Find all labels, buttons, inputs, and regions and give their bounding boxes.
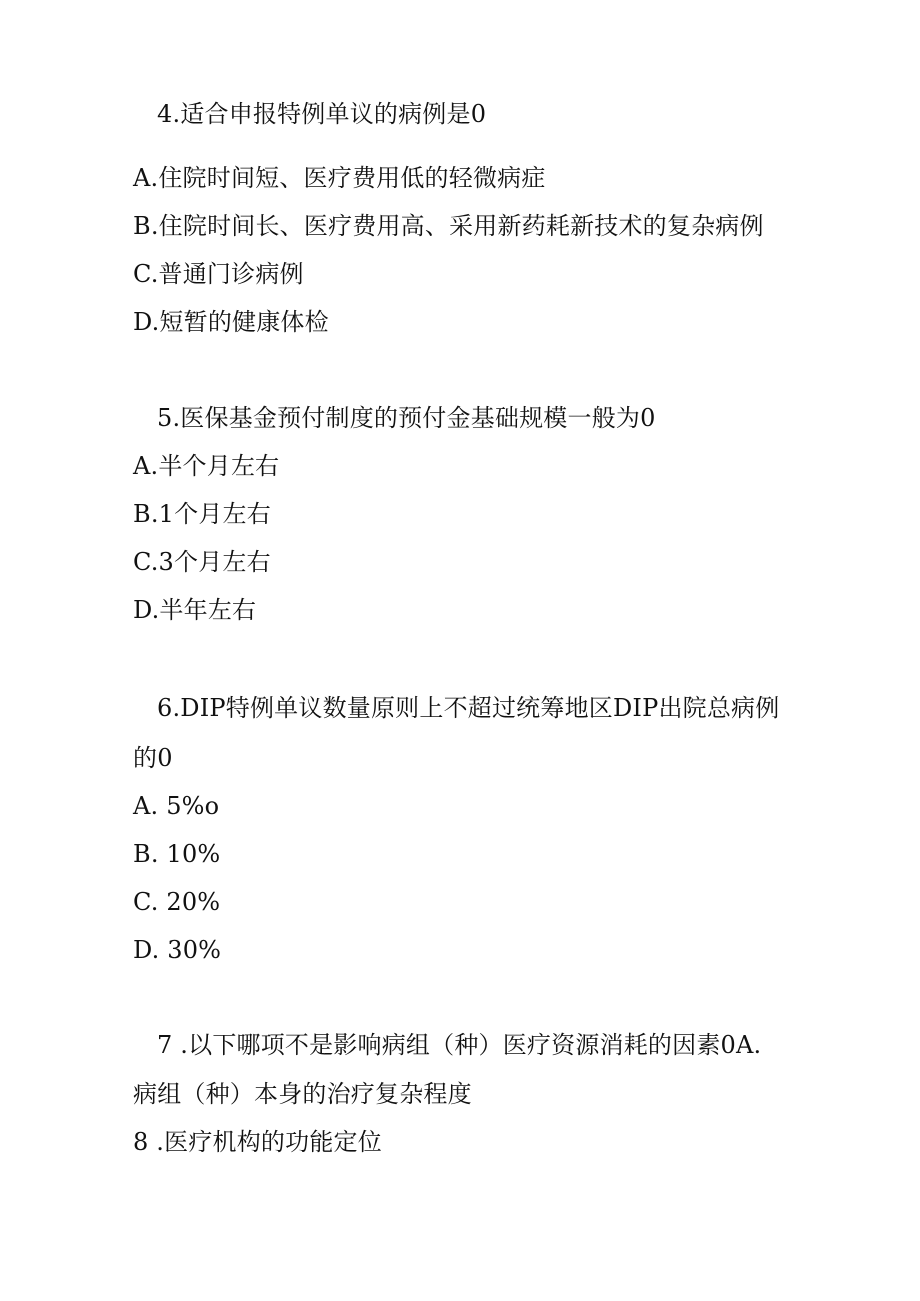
question-5-option-c: C.3个月左右	[133, 548, 271, 576]
question-4-stem: 4.适合申报特例单议的病例是0	[157, 100, 487, 128]
question-7-stem-line-2: 病组（种）本身的治疗复杂程度	[133, 1080, 472, 1108]
question-4-option-d: D.短暂的健康体检	[133, 308, 329, 336]
question-5-option-a: A.半个月左右	[133, 452, 280, 480]
question-6-option-c: C. 20%	[133, 888, 221, 916]
question-4-option-a: A.住院时间短、医疗费用低的轻微病症	[133, 164, 546, 192]
question-5-stem: 5.医保基金预付制度的预付金基础规模一般为0	[157, 404, 656, 432]
question-5-option-d: D.半年左右	[133, 596, 257, 624]
question-4-option-c: C.普通门诊病例	[133, 260, 304, 288]
question-4-option-b: B.住院时间长、医疗费用高、采用新药耗新技术的复杂病例	[133, 212, 764, 240]
question-5-option-b: B.1个月左右	[133, 500, 271, 528]
question-6-stem-line-1: 6.DIP特例单议数量原则上不超过统筹地区DIP出院总病例	[157, 694, 780, 722]
question-6-option-d: D. 30%	[133, 936, 222, 964]
question-7-option-8: 8 .医疗机构的功能定位	[133, 1128, 382, 1156]
question-6-stem-line-2: 的0	[133, 744, 173, 772]
question-7-stem-line-1: 7 .以下哪项不是影响病组（种）医疗资源消耗的因素0A.	[157, 1031, 762, 1059]
question-6-option-a: A. 5%o	[133, 792, 220, 820]
question-6-option-b: B. 10%	[133, 840, 221, 868]
